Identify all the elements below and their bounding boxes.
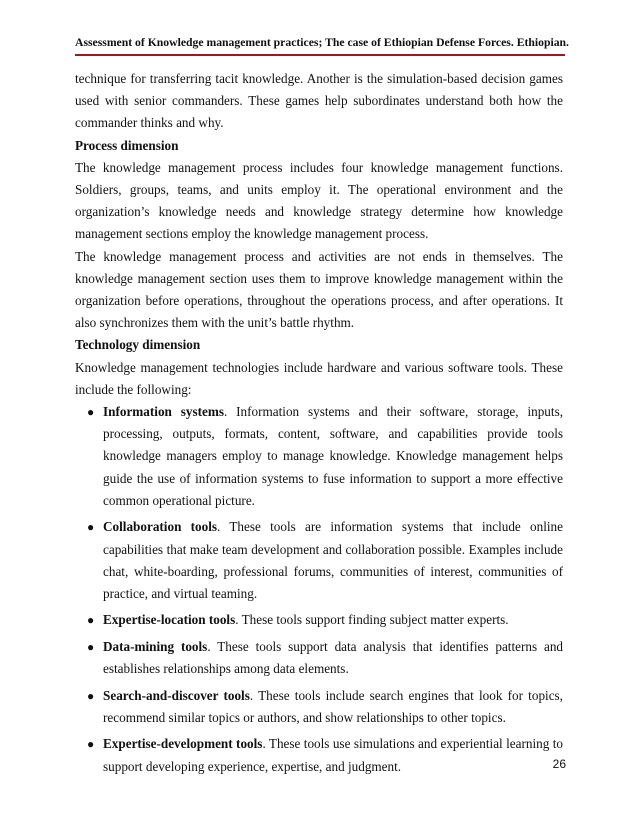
page-body xyxy=(75,68,563,782)
list-item-data-mining-tools xyxy=(75,636,563,680)
process-dimension-heading: Process dimension xyxy=(75,137,179,153)
bullet-text: . These tools include search engines that look for topics, recommend similar topics or authors, and show relationships to other topics. xyxy=(103,687,563,725)
bullet-text: . These tools use simulations and experiential learning to support developing experience, expertise, and judgment. xyxy=(103,736,563,774)
bullet-icon: ● xyxy=(87,613,95,628)
list-item-collaboration-tools xyxy=(75,516,563,605)
list-item-information-systems xyxy=(75,401,563,512)
bullet-text: . These tools support finding subject matter experts. xyxy=(235,612,509,628)
list-item-expertise-location-tools xyxy=(75,609,563,631)
running-header: Assessment of Knowledge management practices; The case of Ethiopian Defense Forces. Ethiopian. xyxy=(75,36,569,49)
technology-paragraph: Knowledge management technologies include hardware and various software tools. These include the following: xyxy=(75,359,563,397)
bullet-term: Expertise-location tools xyxy=(103,612,236,628)
bullet-text: . These tools are information systems that include online capabilities that make team development and collaboration possible. Examples include chat, white-boarding, professional forums, communities of interest, communities of practice, and virtual teaming. xyxy=(103,519,563,601)
process-paragraph-2: The knowledge management process and activities are not ends in themselves. The knowledge management section uses them to improve knowledge management within the organization before operations, throughout the operations process, and after operations. It also synchronizes them with the unit’s battle rhythm. xyxy=(75,248,563,331)
technology-tools-list xyxy=(75,401,563,778)
bullet-text: . These tools support data analysis that identifies patterns and establishes relationships among data elements. xyxy=(103,638,564,677)
list-item-expertise-development-tools xyxy=(75,733,563,777)
bullet-term: Information systems xyxy=(103,404,224,420)
bullet-icon: ● xyxy=(87,520,95,535)
bullet-icon: ● xyxy=(87,639,95,654)
process-paragraph-1: The knowledge management process includes four knowledge management functions. Soldiers, groups, teams, and units employ it. The operational environment and the organization’s knowledge needs and knowledge strategy determine how knowledge management sections employ the knowledge management process. xyxy=(75,159,563,242)
list-item-search-and-discover-tools xyxy=(75,685,563,729)
intro-paragraph: technique for transferring tacit knowledge. Another is the simulation-based decision games used with senior commanders. These games help subordinates understand both how the commander thinks and why. xyxy=(75,71,563,131)
bullet-term: Collaboration tools xyxy=(103,519,218,535)
page-number: 26 xyxy=(552,757,566,771)
header-rule xyxy=(75,54,565,56)
bullet-icon: ● xyxy=(87,688,95,703)
bullet-term: Expertise-development tools xyxy=(103,736,263,752)
bullet-icon: ● xyxy=(87,737,95,752)
bullet-term: Data-mining tools xyxy=(103,638,208,654)
bullet-term: Search-and-discover tools xyxy=(103,687,250,703)
technology-dimension-heading: Technology dimension xyxy=(75,337,201,353)
bullet-text: . Information systems and their software, storage, inputs, processing, outputs, formats, content, software, and capabilities provide tools knowledge managers employ to manage knowledge. Knowledge management helps guide the use of information systems to fuse information to support a more effective common operational picture. xyxy=(103,404,563,508)
bullet-icon: ● xyxy=(87,405,95,420)
